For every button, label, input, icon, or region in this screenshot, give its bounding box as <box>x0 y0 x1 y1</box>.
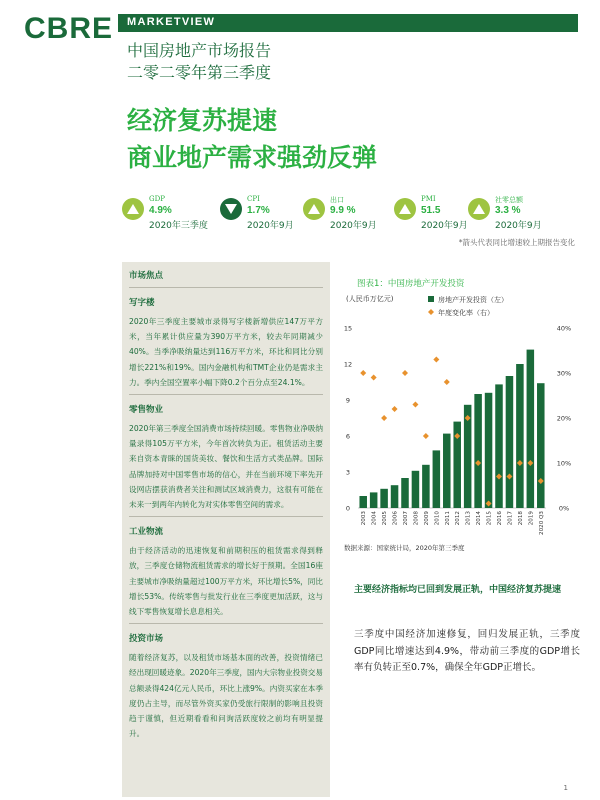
section-text-investment: 随着经济复苏，以及租赁市场基本面的改善，投资情绪已经出现回暖迹象。2020年三季度，国内大宗物业投资交易总额录得424亿元人民币，环比上涨9%。内资买家在本季度仍占主导，而尽管外资买家仍受旅行限制的影响且投资趋于谨慎，但近期看看和问询活跃度较之前均有明显提升。 <box>129 653 323 739</box>
scatter-point <box>423 433 429 439</box>
scatter-point <box>433 357 439 363</box>
x-tick-label: 2003 <box>361 511 368 526</box>
bar <box>443 434 451 508</box>
x-tick-label: 2006 <box>392 511 399 526</box>
kpi-value: 4.9% <box>149 205 172 216</box>
y-right-tick-label: 30% <box>556 369 572 378</box>
kpi-name: GDP <box>149 195 165 203</box>
y-left-tick-label: 9 <box>345 396 351 405</box>
y-left-tick-label: 0 <box>345 504 351 513</box>
legend-label-dot: 年度变化率（右） <box>438 309 494 317</box>
bar <box>391 485 399 508</box>
x-tick-label: 2018 <box>517 511 524 526</box>
headline-line-1: 经济复苏提速 <box>127 106 278 135</box>
report-title <box>127 40 271 84</box>
y-left-tick-label: 6 <box>345 432 351 441</box>
x-tick-label: 2010 <box>434 511 441 526</box>
bar <box>422 465 430 508</box>
report-title-line-1: 中国房地产市场报告 <box>127 41 272 60</box>
kpi-name: PMI <box>421 195 436 203</box>
y-right-tick-label: 20% <box>556 414 572 423</box>
bar <box>485 393 493 508</box>
x-tick-label: 2007 <box>403 511 409 526</box>
x-tick-label: 2005 <box>382 511 389 526</box>
x-tick-label: 2012 <box>455 511 462 526</box>
investment-chart <box>340 290 580 545</box>
x-tick-label: 2004 <box>371 511 378 526</box>
section-heading-office: 写字楼 <box>129 298 155 308</box>
kpi-strip <box>122 195 582 235</box>
section-text-retail: 2020年第三季度全国消费市场持续回暖。零售物业净吸纳量录得105万平方米，今年首次转负为正。租赁活动主要来自资本青睐的国货美妆、餐饮和生活方式类品牌。国际品牌加持对中国零售市场的信心，并在当前环境下率先开设网店摆获消费者关注和测试区域消费力，这很有可能在未来一到两年内转化为对实体零售空间的需求。 <box>129 424 323 510</box>
divider <box>129 623 323 624</box>
kpi-value: 9.9 % <box>330 205 356 216</box>
scatter-point <box>412 402 418 408</box>
section-heading-investment: 投资市场 <box>129 634 164 645</box>
divider <box>129 516 323 517</box>
kpi-period: 2020年9月 <box>247 221 294 231</box>
x-tick-label: 2014 <box>476 511 483 526</box>
x-tick-label: 2009 <box>423 511 430 526</box>
trend-up-icon <box>303 198 325 220</box>
section-heading-logistics: 工业物流 <box>129 527 164 538</box>
y-right-tick-label: 10% <box>556 459 572 468</box>
divider <box>129 287 323 288</box>
scatter-point <box>402 370 408 376</box>
trend-down-icon <box>220 198 242 220</box>
banner-label: MARKETVIEW <box>127 16 216 28</box>
page-number: 1 <box>563 784 568 792</box>
section-subheading: 主要经济指标均已回到发展正轨，中国经济复苏提速 <box>354 585 562 595</box>
kpi-value: 1.7% <box>247 205 270 216</box>
legend-swatch-dot <box>428 309 434 315</box>
kpi-period: 2020年9月 <box>330 221 377 231</box>
kpi-footnote: *箭头代表同比增速较上期报告变化 <box>458 238 575 247</box>
bar <box>537 383 545 508</box>
trend-up-icon <box>122 198 144 220</box>
marketview-banner <box>118 14 578 32</box>
scatter-point <box>360 370 366 376</box>
bar <box>506 376 514 508</box>
bar <box>516 364 524 508</box>
bar <box>401 478 409 508</box>
scatter-point <box>392 406 398 412</box>
left-axis-unit: (人民币万亿元) <box>346 295 394 303</box>
section-text-office: 2020年三季度主要城市录得写字楼新增供应147万平方米，当年累计供应量为390万平方米，较去年同期减少40%。当季净吸纳量达到116万平方米，环比和同比分别增长221%和19%。国内金融机构和TMT企业仍是需求主力。季内全国空置率小幅下降0.2个百分点至24.1%。 <box>129 317 323 387</box>
bar <box>380 489 388 508</box>
market-focus-title: 市场焦点 <box>129 271 164 281</box>
x-tick-label: 2008 <box>413 511 420 526</box>
divider <box>129 394 323 395</box>
scatter-point <box>444 379 450 385</box>
kpi-period: 2020年9月 <box>495 221 542 231</box>
section-text-logistics: 由于经济活动的迅速恢复和前期积压的租赁需求得到释放，三季度仓储物流租赁需求的增长好于预期。全国16座主要城市净吸纳量超过100万平方米，环比增长5%，同比增长53%。传统零售与批发行业在三季度更加活跃，这与线下零售恢复增长息息相关。 <box>129 546 323 617</box>
x-tick-label: 2020 Q3 <box>538 511 545 535</box>
x-tick-label: 2016 <box>497 511 503 526</box>
x-tick-label: 2017 <box>507 511 514 526</box>
x-tick-label: 2015 <box>486 511 493 526</box>
kpi-name: 社零总额 <box>495 196 523 204</box>
section-heading-retail: 零售物业 <box>129 405 164 416</box>
market-focus-panel <box>122 262 330 797</box>
plot-area <box>344 325 571 535</box>
x-tick-label: 2019 <box>528 511 535 526</box>
y-left-tick-label: 15 <box>343 324 353 333</box>
kpi-name: 出口 <box>330 196 344 204</box>
x-tick-label: 2013 <box>465 511 472 526</box>
report-title-line-2: 二零二零年第三季度 <box>127 63 272 82</box>
bar <box>433 450 441 508</box>
trend-up-icon <box>468 198 490 220</box>
kpi-value: 51.5 <box>421 205 441 216</box>
y-right-tick-label: 0% <box>558 504 570 513</box>
bar <box>527 350 535 508</box>
kpi-period: 2020年三季度 <box>149 221 208 231</box>
cbre-logo: CBRE <box>24 12 114 45</box>
kpi-value: 3.3 % <box>495 205 521 216</box>
section-body: 三季度中国经济加速修复，回归发展正轨，三季度GDP同比增速达到4.9%，带动前三季度的GDP增长率有负转正至0.7%，确保全年GDP正增长。 <box>354 629 580 673</box>
bar <box>412 471 420 508</box>
scatter-point <box>371 375 377 381</box>
scatter-point <box>381 415 387 421</box>
legend-label-bar: 房地产开发投资（左） <box>438 296 508 304</box>
bar <box>495 384 503 508</box>
x-tick-label: 2011 <box>444 511 451 526</box>
bar <box>359 496 367 508</box>
headline <box>127 102 377 176</box>
kpi-period: 2020年9月 <box>421 221 468 231</box>
chart-source: 数据来源：国家统计局，2020年第三季度 <box>344 544 465 552</box>
y-left-tick-label: 12 <box>343 360 353 369</box>
figure-title: 图表1：中国房地产开发投资 <box>357 279 465 289</box>
bar <box>370 492 378 508</box>
trend-up-icon <box>394 198 416 220</box>
headline-line-2: 商业地产需求强劲反弹 <box>127 143 378 172</box>
y-left-tick-label: 3 <box>345 468 351 477</box>
kpi-name: CPI <box>247 195 260 203</box>
bar <box>474 394 482 508</box>
y-right-tick-label: 40% <box>556 324 572 333</box>
legend-swatch-bar <box>428 296 434 302</box>
